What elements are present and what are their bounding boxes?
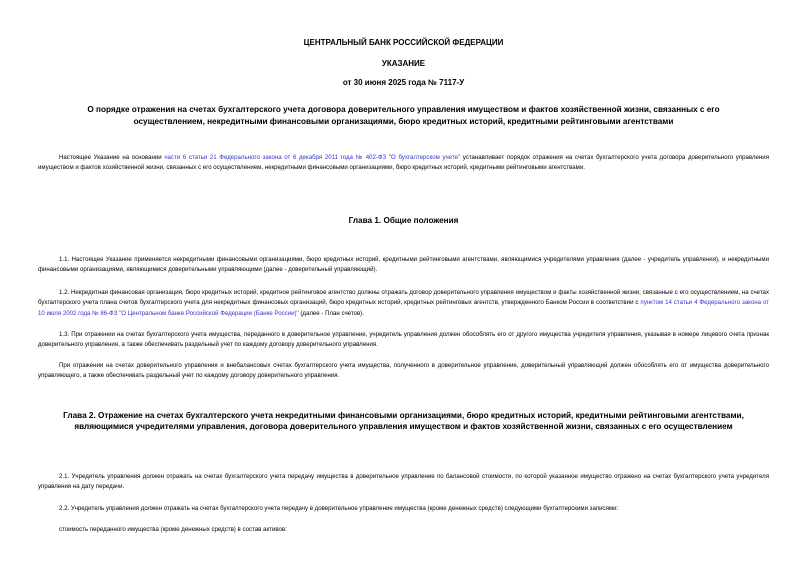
chapter-1-heading: Глава 1. Общие положения (348, 216, 459, 225)
paragraph-1-4: При отражении на счетах доверительного управления и внебалансовых счетах бухгалтерского учета имущества, полученного в доверительное управление, доверительный управляющий должен обособлять его от имущества доверительного управляющего, а также обеспечивать раздельный учет по каждому договору доверительного управления. (38, 362, 769, 380)
paragraph-1-1: 1.1. Настоящее Указание применяется некредитными финансовыми организациями, бюро кредитных историй, кредитными рейтинговыми агентствами, являющимися учредителями управления (далее - учредитель управления), и некредитными финансовыми организациями, являющимися доверительными управляющими (далее - доверительный управляющий). (38, 256, 769, 274)
paragraph-1-2 (38, 288, 769, 319)
paragraph-1-2-text-after: (далее - План счетов). (298, 309, 364, 317)
paragraph-2-1: 2.1. Учредитель управления должен отражать на счетах бухгалтерского учета передачу имущества в доверительное управление по балансовой стоимости, по которой указанное имущество отражено на счетах бухгалтерского учета учредителя управления на дату передачи. (38, 473, 769, 491)
document-type: УКАЗАНИЕ (381, 59, 426, 68)
document-date-number: от 30 июня 2025 года № 7117-У (342, 78, 465, 87)
intro-text-before: Настоящее Указание на основании (59, 154, 165, 161)
bank-name: ЦЕНТРАЛЬНЫЙ БАНК РОССИЙСКОЙ ФЕДЕРАЦИИ (303, 38, 504, 47)
paragraph-2-2: 2.2. Учредитель управления должен отражать на счетах бухгалтерского учета передачу в доверительное управление имущества (кроме денежных средств) следующими бухгалтерскими записями: (59, 505, 619, 512)
intro-text-after: устанавливает порядок отражения на счетах бухгалтерского учета договора доверительного управления имуществом и фактов хозяйственной жизни, связанных с его осуществлением, некредитными финансовыми организациями, бюро кредитных историй, кредитными рейтинговыми агентствами. (38, 154, 769, 172)
intro-paragraph (38, 153, 769, 174)
chapter-2-heading: Глава 2. Отражение на счетах бухгалтерского учета некредитными финансовыми организациями, бюро кредитных историй, кредитными рейтинговыми агентствами, являющимися учредителями управления, договора доверительного управления имуществом и фактов хозяйственной жизни, связанных с его осуществлением (63, 411, 744, 432)
paragraph-2-3: стоимость переданного имущества (кроме денежных средств) в состав активов: (59, 526, 287, 533)
intro-law-link[interactable]: части 6 статьи 21 Федерального закона от 6 декабря 2011 года № 402-ФЗ "О бухгалтерском учете" (164, 154, 461, 161)
paragraph-1-3: 1.3. При отражении на счетах бухгалтерского учета имущества, переданного в доверительное управление, учредитель управления должен обособлять его от другого имущества учредителя управления, указывая в номере лицевого счета признак доверительного управления, а также обеспечивать раздельный учет по каждому договору доверительного управления. (38, 331, 769, 349)
central-bank-law-link[interactable]: пунктом 14 статьи 4 Федерального закона от 10 июля 2002 года № 86-ФЗ "О Центральном банке Российской Федерации (Банке России)" (38, 299, 769, 317)
paragraph-1-2-text-before: 1.2. Некредитная финансовая организация, бюро кредитных историй, кредитное рейтинговое агентство должны отражать договор доверительного управления имуществом и факты хозяйственной жизни, связанные с его осуществлением, на счетах бухгалтерского учета плана счетов бухгалтерского учета для некредитных финансовых организаций, бюро кредитных историй, кредитных рейтинговых агентств, утвержденного Банком России в соответствии с (38, 289, 769, 307)
document-title: О порядке отражения на счетах бухгалтерского учета договора доверительного управления имуществом и фактов хозяйственной жизни, связанных с его осуществлением, некредитными финансовыми организациями, бюро кредитных историй, кредитными рейтинговыми агентствами (87, 105, 720, 126)
